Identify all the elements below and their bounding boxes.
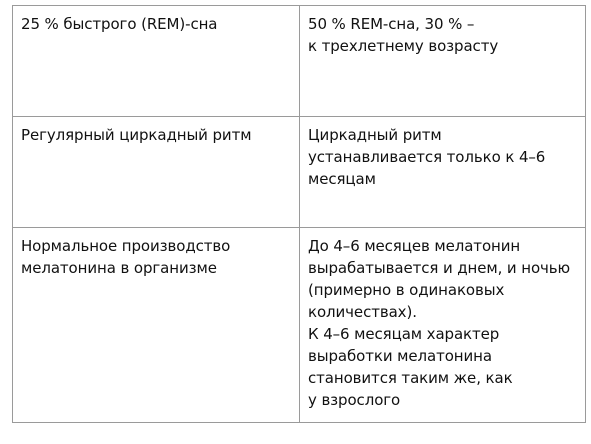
cell-line: устанавливается только к 4–6 [308, 148, 546, 166]
cell-line: месяцам [308, 170, 376, 188]
cell-line: 25 % быстрого (REM)-сна [21, 15, 218, 33]
cell-line: Нормальное производство [21, 237, 231, 255]
cell-line: (примерно в одинаковых [308, 281, 505, 299]
cell-line: 50 % REM-сна, 30 % – [308, 15, 475, 33]
cell-line: До 4–6 месяцев мелатонин [308, 237, 521, 255]
table-row [13, 117, 586, 228]
cell-line: выработки мелатонина [308, 347, 492, 365]
table-cell-right [300, 228, 586, 423]
table-cell-left [13, 228, 300, 423]
cell-line: у взрослого [308, 391, 401, 409]
cell-line: количествах). [308, 303, 417, 321]
cell-line: Регулярный циркадный ритм [21, 126, 252, 144]
table-cell-right [300, 6, 586, 117]
cell-line: к трехлетнему возрасту [308, 37, 499, 55]
table-cell-left [13, 117, 300, 228]
comparison-table [12, 5, 586, 423]
cell-line: мелатонина в организме [21, 259, 217, 277]
table-cell-right [300, 117, 586, 228]
cell-line: вырабатывается и днем, и ночью [308, 259, 571, 277]
table-cell-left [13, 6, 300, 117]
table-row [13, 6, 586, 117]
cell-line: Циркадный ритм [308, 126, 442, 144]
cell-line: К 4–6 месяцам характер [308, 325, 500, 343]
table-row [13, 228, 586, 423]
cell-line: становится таким же, как [308, 369, 513, 387]
